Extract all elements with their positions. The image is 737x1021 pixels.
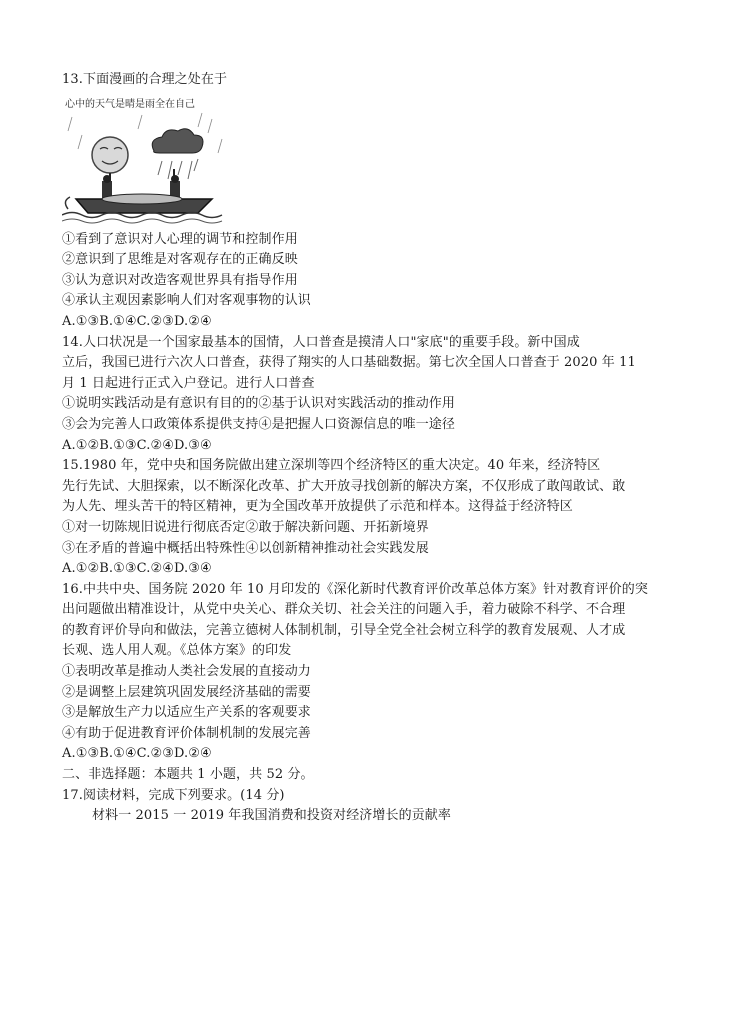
q16-stem-line-3: 的教育评价导向和做法，完善立德树人体制机制，引导全党全社会树立科学的教育发展观、人才成 xyxy=(62,622,626,638)
q13-option-2: ②意识到了思维是对客观存在的正确反映 xyxy=(62,252,298,268)
q15-choices: A.①②B.①③C.②④D.③④ xyxy=(62,561,212,577)
q14-stem-line-1: 14.人口状况是一个国家最基本的国情，人口普查是摸清人口"家底"的重要手段。新中国成 xyxy=(62,334,580,350)
cartoon-caption: 心中的天气是晴是雨全在自己 xyxy=(65,98,195,110)
q17-stem: 17.阅读材料，完成下列要求。(14 分) xyxy=(62,787,285,803)
q13-option-1: ①看到了意识对人心理的调节和控制作用 xyxy=(62,231,298,247)
q15-stem-line-2: 先行先试、大胆探索，以不断深化改革、扩大开放寻找创新的解决方案，不仅形成了敢闯敢试、敢 xyxy=(62,478,626,494)
q13-stem: 13.下面漫画的合理之处在于 xyxy=(62,72,228,87)
q13-choices: A.①③B.①④C.②③D.②④ xyxy=(62,313,212,329)
q15-option-line-1: ①对一切陈规旧说进行彻底否定②敢于解决新问题、开拓新境界 xyxy=(62,519,429,535)
q16-option-2: ②是调整上层建筑巩固发展经济基础的需要 xyxy=(62,684,311,700)
q15-stem-line-1: 15.1980 年，党中央和国务院做出建立深圳等四个经济特区的重大决定。40 年来，经济特区 xyxy=(62,458,601,474)
q13-option-3: ③认为意识对改造客观世界具有指导作用 xyxy=(62,272,298,288)
q16-stem-line-1: 16.中共中央、国务院 2020 年 10 月印发的《深化新时代教育评价改革总体方案》针对教育评价的突 xyxy=(62,581,648,597)
cartoon-illustration xyxy=(62,109,232,227)
q16-option-4: ④有助于促进教育评价体制机制的发展完善 xyxy=(62,725,311,741)
q14-stem-line-2: 立后，我国已进行六次人口普查，获得了翔实的人口基础数据。第七次全国人口普查于 2020 年 11 xyxy=(62,355,636,371)
q16-option-3: ③是解放生产力以适应生产关系的客观要求 xyxy=(62,705,311,721)
q14-stem-line-3: 月 1 日起进行正式入户登记。进行人口普查 xyxy=(62,375,315,391)
exam-page xyxy=(62,70,682,827)
q15-stem-line-3: 为人先、埋头苦干的特区精神，更为全国改革开放提供了示范和样本。这得益于经济特区 xyxy=(62,499,573,515)
q13-cartoon xyxy=(62,95,232,227)
q14-choices: A.①②B.①③C.②④D.③④ xyxy=(62,437,212,453)
q16-choices: A.①③B.①④C.②③D.②④ xyxy=(62,746,212,762)
q14-option-line-1: ①说明实践活动是有意识有目的的②基于认识对实践活动的推动作用 xyxy=(62,396,456,412)
section2-heading: 二、非选择题：本题共 1 小题，共 52 分。 xyxy=(62,767,314,783)
q15-option-line-2: ③在矛盾的普遍中概括出特殊性④以创新精神推动社会实践发展 xyxy=(62,540,429,556)
q16-stem-line-4: 长观、选人用人观。《总体方案》的印发 xyxy=(62,643,292,659)
q16-stem-line-2: 出问题做出精准设计，从党中央关心、群众关切、社会关注的问题入手，着力破除不科学、不合理 xyxy=(62,602,626,618)
q13-option-4: ④承认主观因素影响人们对客观事物的认识 xyxy=(62,293,311,309)
q17-material-1-title: 材料一 2015 一 2019 年我国消费和投资对经济增长的贡献率 xyxy=(92,808,451,824)
q14-option-line-2: ③会为完善人口政策体系提供支持④是把握人口资源信息的唯一途径 xyxy=(62,416,456,432)
q16-option-1: ①表明改革是推动人类社会发展的直接动力 xyxy=(62,664,311,680)
